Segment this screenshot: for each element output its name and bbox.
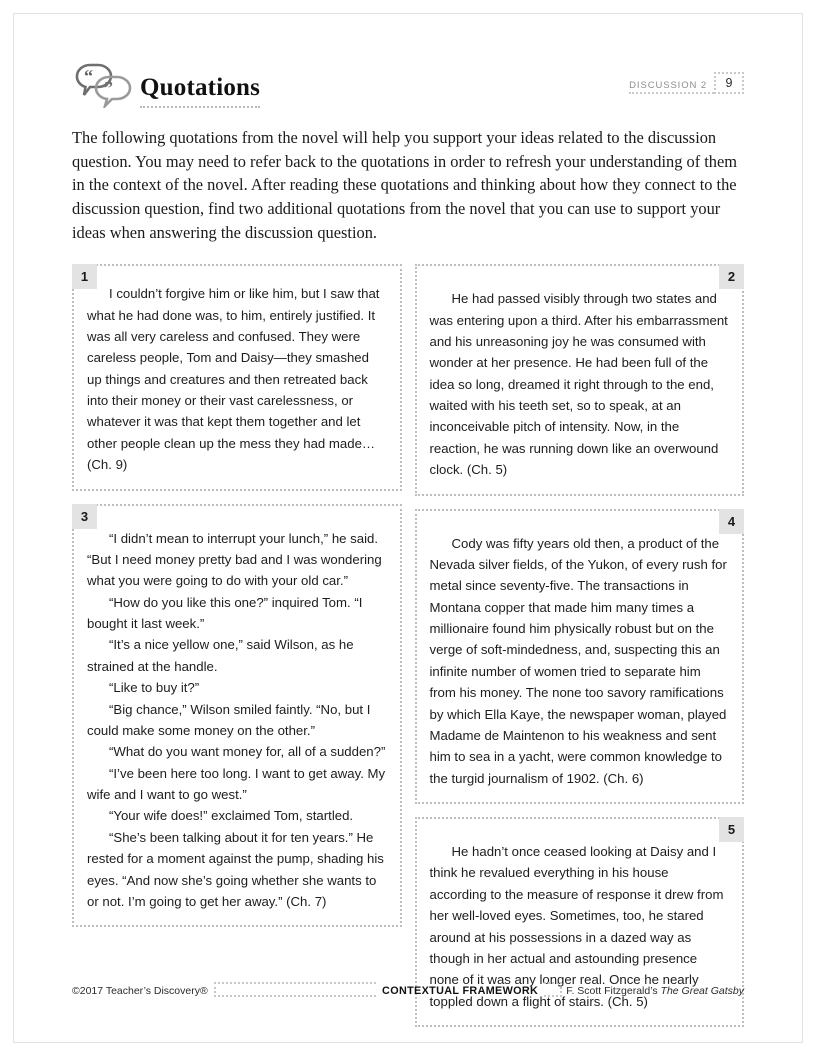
quotation-text: “It’s a nice yellow one,” said Wilson, as he strained at the handle.	[87, 637, 354, 674]
page-number: 9	[714, 72, 744, 94]
intro-paragraph: The following quotations from the novel will help you support your ideas related to the discussion question. You may need to refer back to the quotations in order to refresh your understanding of them in the context of the novel. After reading these quotations and thinking about how they connect to the discussion question, find two additional quotations from the novel that you can use to support your ideas when answering the discussion question.	[72, 128, 738, 242]
quotation-text: “She’s been talking about it for ten years.” He rested for a moment against the pump, shading his eyes. “And now she’s going whether she wants to or not. I’m going to get her away.” (Ch. 7)	[87, 829, 384, 909]
quotation-text: “How do you like this one?” inquired Tom. “I bought it last week.”	[87, 594, 363, 631]
quotation-text: “Your wife does!” exclaimed Tom, startled.	[109, 808, 354, 824]
quotation-number-badge: 4	[719, 509, 744, 534]
quotation-text: I couldn’t forgive him or like him, but I saw that what he had done was, to him, entirely justified. It was all very careless and confused. They were careless people, Tom and Daisy—they smashed up things and creatures and then retreated back into their money or their vast carelessness, or whatever it was that kept them together and let other people clean up the mess they had made… (Ch. 9)	[87, 286, 380, 473]
footer-source	[562, 985, 744, 998]
quotation-number-badge: 3	[72, 504, 97, 529]
quotation-text: He hadn’t once ceased looking at Daisy and I think he revalued everything in his house according to the measure of response it drew from her well-loved eyes. Sometimes, too, he stared around at his possessions in a dazed way as though in her actual and astounding presence none of it was any longer real. Once he nearly toppled down a flight of stairs. (Ch. 5)	[429, 844, 724, 1009]
quotation-text: He had passed visibly through two states and was entering upon a third. After his embarrassment and his unreasoning joy he was consumed with wonder at her presence. He had been full of the idea so long, dreamed it right through to the end, waited with his teeth set, so to speak, at an inconceivable pitch of intensity. Now, in the reaction, he was running down like an overwound clock. (Ch. 5)	[429, 291, 728, 478]
title-block	[72, 60, 260, 108]
page-title: Quotations	[140, 75, 260, 108]
quotation-number-badge: 5	[719, 817, 744, 842]
speech-bubbles-quote-icon	[72, 60, 134, 108]
quotation-text: “Big chance,” Wilson smiled faintly. “No, but I could make some money on the other.”	[87, 701, 371, 738]
quotation-box	[72, 264, 402, 490]
page-content	[72, 60, 744, 1027]
quotation-number-badge: 2	[719, 264, 744, 289]
quotation-box	[72, 504, 402, 928]
quotation-text: “What do you want money for, all of a sudden?”	[109, 744, 386, 760]
svg-text:“: “	[84, 66, 93, 86]
footer-source-author: F. Scott Fitzgerald’s	[566, 985, 661, 997]
quotation-text: “I’ve been here too long. I want to get away. My wife and I want to go west.”	[87, 765, 386, 802]
footer-section-label: CONTEXTUAL FRAMEWORK	[382, 985, 539, 997]
quotation-box	[415, 509, 745, 805]
quotation-number-badge: 1	[72, 264, 97, 289]
footer-dotted-rule	[214, 982, 376, 997]
page-footer	[72, 976, 744, 998]
quotation-box	[415, 264, 745, 495]
header-meta	[629, 72, 744, 94]
quotation-text: “I didn’t mean to interrupt your lunch,” he said. “But I need money pretty bad and I was wondering what you were going to do with your old car.”	[87, 530, 382, 589]
quotation-text: Cody was fifty years old then, a product of the Nevada silver fields, of the Yukon, of every rush for metal since seventy-five. The transactions in Montana copper that made him many times a millionaire found him physically robust but on the verge of soft-mindedness, and, suspecting this an infinite number of women tried to separate him from his money. The none too savory ramifications by which Ella Kaye, the newspaper woman, played Madame de Maintenon to his weakness and sent him to sea in a yacht, were common knowledge to the turgid journalism of 1902. (Ch. 6)	[429, 535, 727, 786]
footer-dotted-rule-right	[544, 982, 562, 997]
quotations-column-left	[72, 264, 402, 1027]
footer-source-title: The Great Gatsby	[660, 985, 744, 997]
page-header	[72, 60, 744, 112]
quotations-grid	[72, 264, 744, 1027]
quotations-column-right	[415, 264, 745, 1027]
discussion-label: DISCUSSION 2	[629, 80, 714, 94]
svg-text:”: ”	[104, 78, 113, 98]
quotation-text: “Like to buy it?”	[109, 680, 200, 696]
footer-copyright: ©2017 Teacher’s Discovery®	[72, 985, 208, 997]
